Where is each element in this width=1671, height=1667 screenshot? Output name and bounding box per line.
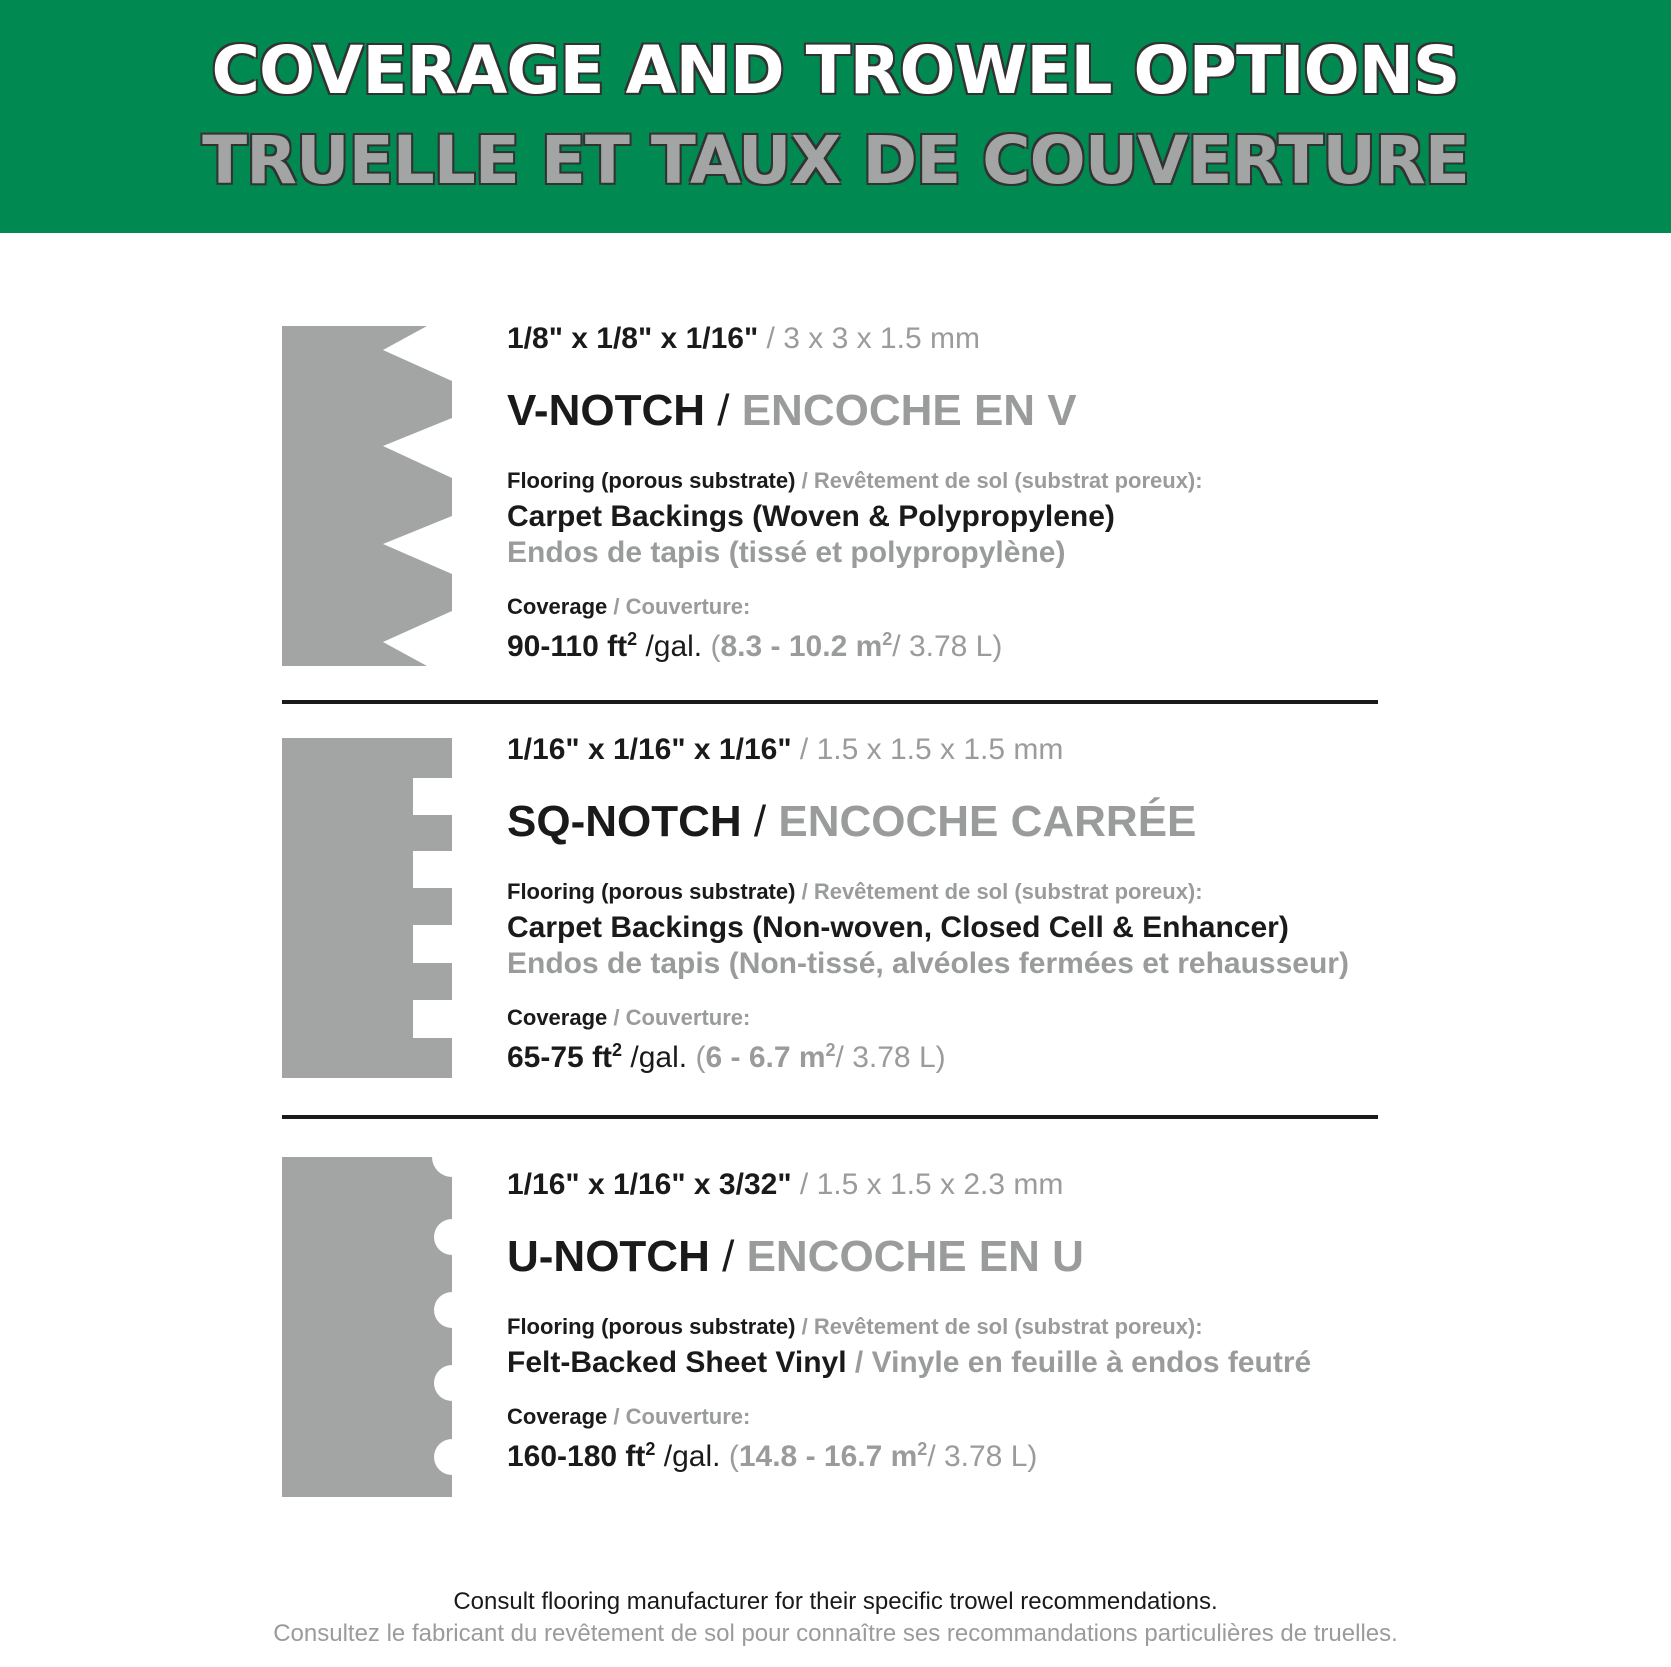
- coverage-value: 65-75 $ft^2$ /gal. (6 - 6.7 $m^2/$ 3.78 L): [507, 1040, 946, 1074]
- header-banner: [0, 0, 1671, 233]
- section-divider: [282, 1115, 1378, 1119]
- notch-type: U-NOTCH / ENCOCHE EN U: [507, 1232, 1084, 1281]
- page-title-fr: TRUELLE ET TAUX DE COUVERTURE: [202, 122, 1469, 199]
- flooring-label: Flooring (porous substrate) / Revêtement de sol (substrat poreux):: [507, 879, 1203, 904]
- coverage-value: 160-180 $ft^2$ /gal. (14.8 - 16.7 $m^2/$ 3.78 L): [507, 1439, 1038, 1473]
- flooring-label: Flooring (porous substrate) / Revêtement de sol (substrat poreux):: [507, 468, 1203, 493]
- coverage-label: Coverage / Couverture:: [507, 1005, 751, 1030]
- v-notch-trowel-icon: [282, 326, 452, 666]
- u-notch-trowel-icon: [282, 1157, 452, 1497]
- trowel-size: 1/8" x 1/8" x 1/16" / 3 x 3 x 1.5 mm: [507, 322, 980, 355]
- footer-note: Consult flooring manufacturer for their specific trowel recommendations.: [453, 1588, 1218, 1615]
- coverage-value: 90-110 $ft^2$ /gal. (8.3 - 10.2 $m^2/$ 3.78 L): [507, 629, 1003, 663]
- notch-type: V-NOTCH / ENCOCHE EN V: [507, 386, 1077, 435]
- flooring-type-fr: Endos de tapis (Non-tissé, alvéoles fermées et rehausseur): [507, 947, 1349, 980]
- trowel-info-u-notch: [507, 1168, 1407, 1474]
- trowel-info-v-notch: [507, 322, 1407, 664]
- square-notch-trowel-icon: [282, 738, 452, 1078]
- footer-note-fr: Consultez le fabricant du revêtement de sol pour connaître ses recommandations particulières de truelles.: [273, 1620, 1398, 1647]
- trowel-size: 1/16" x 1/16" x 3/32" / 1.5 x 1.5 x 2.3 mm: [507, 1168, 1064, 1201]
- flooring-type: Felt-Backed Sheet Vinyl / Vinyle en feuille à endos feutré: [507, 1346, 1312, 1379]
- page-title: COVERAGE AND TROWEL OPTIONS: [211, 32, 1460, 109]
- coverage-label: Coverage / Couverture:: [507, 1404, 751, 1429]
- flooring-type: Carpet Backings (Woven & Polypropylene): [507, 500, 1115, 533]
- flooring-label: Flooring (porous substrate) / Revêtement de sol (substrat poreux):: [507, 1314, 1203, 1339]
- flooring-type-fr: Endos de tapis (tissé et polypropylène): [507, 536, 1066, 569]
- notch-type: SQ-NOTCH / ENCOCHE CARRÉE: [507, 797, 1197, 846]
- coverage-label: Coverage / Couverture:: [507, 594, 751, 619]
- trowel-size: 1/16" x 1/16" x 1/16" / 1.5 x 1.5 x 1.5 mm: [507, 733, 1064, 766]
- trowel-info-square-notch: [507, 733, 1407, 1075]
- flooring-type: Carpet Backings (Non-woven, Closed Cell & Enhancer): [507, 911, 1289, 944]
- section-divider: [282, 700, 1378, 704]
